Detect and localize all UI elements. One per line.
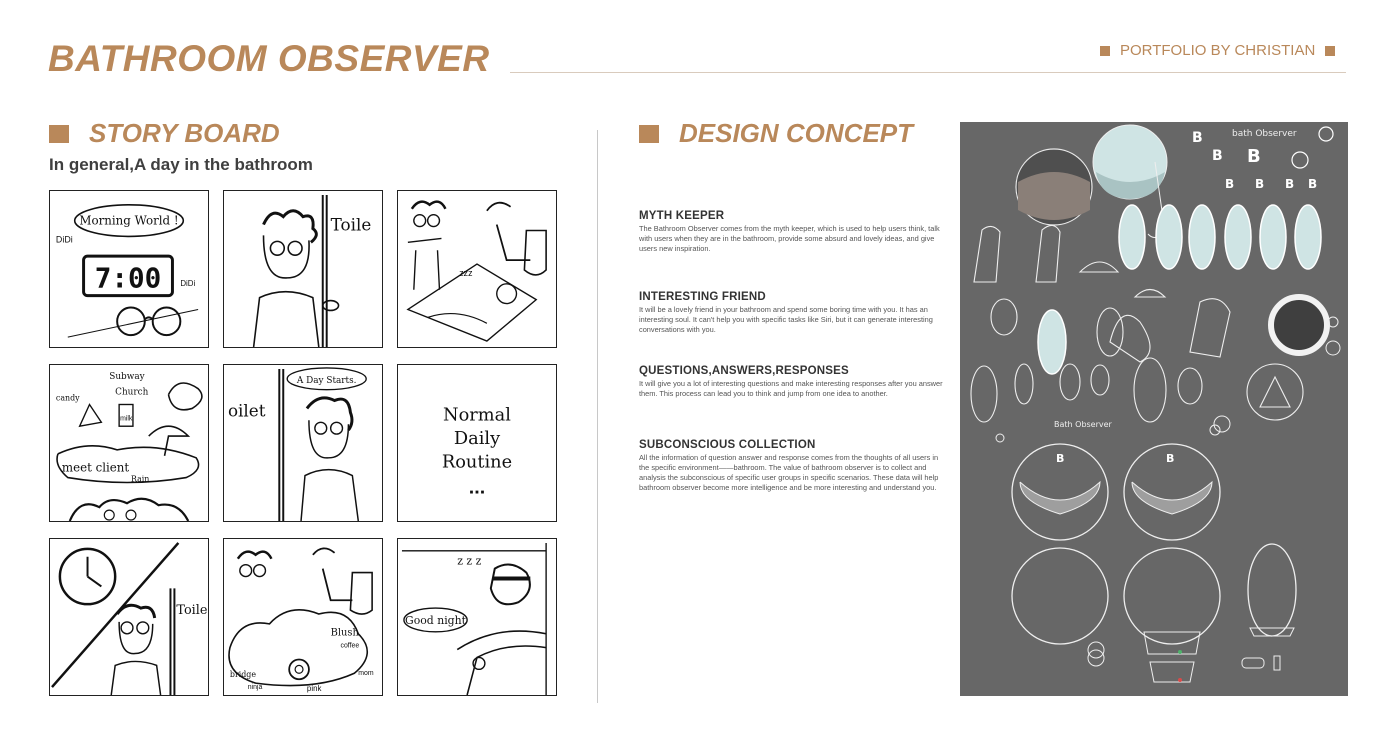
concept-item-title: SUBCONSCIOUS COLLECTION [639, 439, 816, 451]
panel-text: bridge [229, 670, 257, 680]
panel-text: Subway [109, 371, 145, 382]
daydream-sketch [50, 365, 208, 521]
storyboard-panel-6 [397, 364, 557, 522]
page-title: BATHROOM OBSERVER [48, 38, 490, 79]
panel-text: ninja [247, 684, 263, 692]
panel-text: DiDi [180, 278, 196, 288]
storyboard-panel-3 [397, 190, 557, 348]
storyboard-panel-2 [223, 190, 383, 348]
sketch-logo: B [1212, 148, 1223, 164]
sketch-logo: B [1285, 177, 1295, 191]
storyboard-grid [49, 190, 560, 697]
product-sketches [960, 122, 1348, 696]
title-rule [510, 72, 1346, 73]
day-starts-sketch [224, 365, 382, 521]
panel-text: pink [306, 684, 322, 694]
brushing-teeth-sketch [398, 191, 556, 347]
panel-text: 7:00 [94, 261, 162, 295]
concept-item-title: INTERESTING FRIEND [639, 291, 766, 303]
concept-item-questions [639, 365, 944, 399]
sketch-logo: B [1308, 177, 1318, 191]
routine-text-sketch [398, 365, 556, 521]
square-bullet-icon [1325, 46, 1335, 56]
wall-clock-sketch [50, 539, 208, 695]
panel-text: Morning World ! [79, 213, 179, 228]
storyboard-subtitle: In general,A day in the bathroom [49, 155, 313, 174]
storyboard-panel-9 [397, 538, 557, 696]
panel-text: Rain [130, 474, 150, 484]
sketch-logo: B [1056, 452, 1065, 465]
concept-item-title: MYTH KEEPER [639, 210, 725, 222]
panel-text: Daily [453, 428, 501, 449]
panel-text: DiDi [55, 234, 73, 245]
sketch-logo: B [1192, 130, 1203, 146]
section-divider [597, 130, 598, 703]
storyboard-panel-1 [49, 190, 209, 348]
concept-item-body: The Bathroom Observer comes from the myth keeper, which is used to help users think, talk with users when they are in the bathroom, provide some absurd and lovely ideas, and give users new inspiration. [639, 224, 940, 253]
sketch-logo: B [1166, 452, 1175, 465]
sketch-label: Bath Observer [1054, 420, 1112, 429]
concept-item-myth-keeper [639, 210, 944, 254]
panel-text: Normal [443, 405, 511, 426]
concept-item-interesting-friend [639, 291, 944, 335]
concept-title: DESIGN CONCEPT [679, 118, 914, 148]
concept-item-body: It will give you a lot of interesting questions and make interesting responses after you answer them. This process can lead you to think and jump from one idea to another. [639, 379, 943, 398]
panel-text: milk [120, 415, 133, 423]
panel-text: oilet [227, 400, 266, 421]
sketch-label: bath Observer [1232, 129, 1297, 139]
square-bullet-icon [49, 125, 69, 143]
panel-text: coffee [340, 642, 360, 650]
panel-text: zzz [459, 267, 473, 278]
storyboard-panel-4 [49, 364, 209, 522]
bathroom-thoughts-sketch [224, 539, 382, 695]
panel-text: candy [55, 393, 80, 403]
storyboard-heading [49, 118, 280, 149]
panel-text: Blush [330, 627, 359, 639]
sketch-logo: B [1247, 146, 1261, 167]
good-night-sketch [398, 539, 556, 695]
storyboard-panel-7 [49, 538, 209, 696]
panel-text: Toile [176, 603, 208, 619]
panel-text: A Day Starts. [296, 375, 357, 386]
panel-text: Routine [441, 452, 513, 473]
storyboard-panel-5 [223, 364, 383, 522]
concept-item-subconscious [639, 439, 944, 493]
sketch-logo: B [1255, 177, 1265, 191]
concept-heading [639, 118, 913, 149]
panel-text: mom [358, 670, 374, 678]
panel-text: meet client [61, 460, 130, 475]
portfolio-label: PORTFOLIO BY CHRISTIAN [1120, 42, 1316, 59]
product-sketch-panel [960, 122, 1348, 696]
storyboard-title: STORY BOARD [89, 118, 280, 148]
square-bullet-icon [639, 125, 659, 143]
sketch-logo: B [1225, 177, 1235, 191]
panel-text: ... [468, 476, 486, 499]
panel-text: Church [115, 387, 149, 398]
panel-text: Toile [330, 214, 372, 235]
zzz-text: z z z [457, 554, 482, 568]
concept-item-title: QUESTIONS,ANSWERS,RESPONSES [639, 365, 849, 377]
morning-clock-sketch [50, 191, 208, 347]
portfolio-credit [1100, 42, 1335, 59]
panel-text: Good night [405, 613, 467, 627]
square-bullet-icon [1100, 46, 1110, 56]
storyboard-panel-8 [223, 538, 383, 696]
concept-item-body: It will be a lovely friend in your bathroom and spend some boring time with you. It has an interesting soul. It can't help you with specific tasks like Siri, but it can generate interesting conversations with you. [639, 305, 933, 334]
toilet-door-sketch [224, 191, 382, 347]
concept-item-body: All the information of question answer and response comes from the thoughts of all users in the specific environment——bathroom. The value of bathroom observer is to collect and analysis the subconscious of specific user groups in specific scenarios. These data will help bathroom observer become more intelligence and be more interesting and understand you. [639, 453, 939, 492]
